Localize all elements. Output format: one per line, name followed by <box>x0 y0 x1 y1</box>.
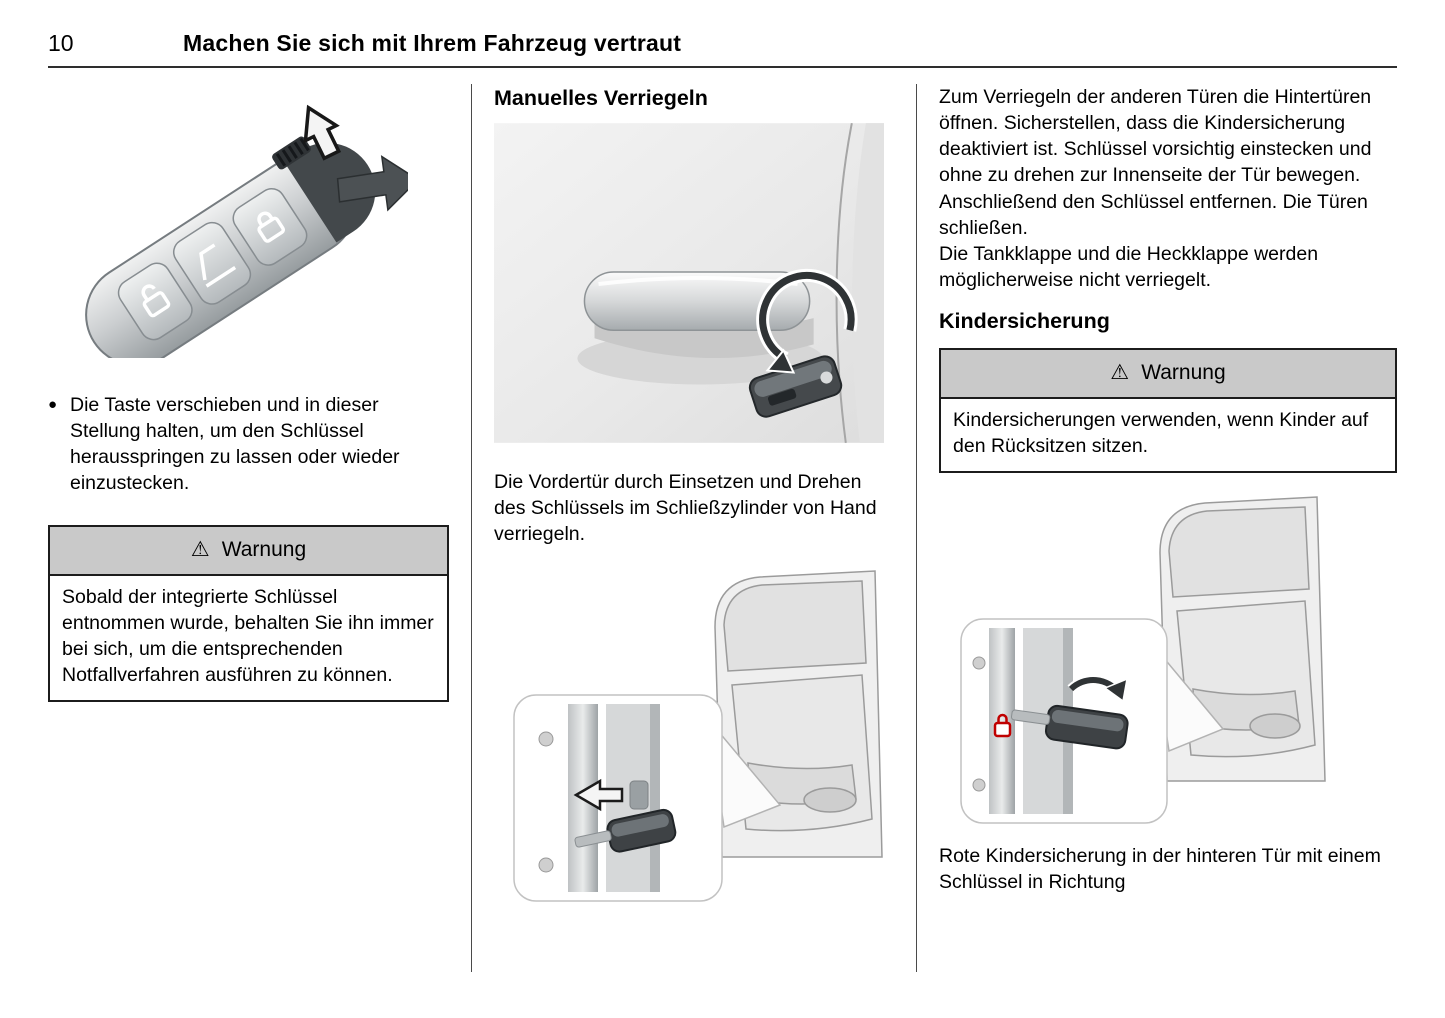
page-title: Machen Sie sich mit Ihrem Fahrzeug vertraut <box>183 30 682 56</box>
warning-header <box>941 350 1395 399</box>
front-door-edge-illustration <box>510 567 888 905</box>
warning-box-integrated-key <box>48 525 449 703</box>
page-number: 10 <box>48 30 74 56</box>
warning-body: Sobald der integrierte Schlüssel entnommen wurde, behalten Sie ihn immer bei sich, um die entsprechenden Notfallverfahren ausführen zu können. <box>62 585 434 686</box>
key-fob-graphic <box>56 98 408 358</box>
key-fob-illustration <box>56 98 408 358</box>
paragraph: Zum Verriegeln der anderen Türen die Hintertüren öffnen. Sicherstellen, dass die Kindersicherung deaktiviert ist. Schlüssel vorsichtig einstecken und ohne zu drehen zur Innenseite der Tür bewegen. <box>939 86 1372 187</box>
page-header <box>48 30 1397 57</box>
child-lock-illustration <box>959 489 1331 827</box>
warning-icon: ⚠ <box>190 537 210 561</box>
child-lock-caption: Rote Kindersicherung in der hinteren Tür mit einem Schlüssel in Richtung <box>939 845 1381 894</box>
door-handle-graphic <box>494 123 884 443</box>
content-columns <box>48 84 1397 972</box>
bullet-text: Die Taste verschieben und in dieser Stellung halten, um den Schlüssel herausspringen zu lassen oder wieder einzustecken. <box>70 394 400 495</box>
section-heading-kindersicherung: Kindersicherung <box>939 309 1110 333</box>
warning-title: Warnung <box>221 537 307 561</box>
header-divider <box>48 66 1397 68</box>
door-handle-lock-illustration <box>494 123 884 443</box>
front-door-edge-graphic <box>510 567 888 905</box>
paragraph: Die Tankklappe und die Heckklappe werden möglicherweise nicht verriegelt. <box>939 242 1319 291</box>
warning-header <box>50 527 447 576</box>
column-left <box>48 84 472 972</box>
column-middle <box>472 84 917 972</box>
bullet-item <box>48 392 449 497</box>
warning-body: Kindersicherungen verwenden, wenn Kinder auf den Rücksitzen sitzen. <box>953 408 1369 458</box>
child-lock-graphic <box>959 489 1331 827</box>
warning-icon: ⚠ <box>1110 360 1130 384</box>
warning-box-child-lock <box>939 348 1397 473</box>
manual-lock-instruction: Die Vordertür durch Einsetzen und Drehen des Schlüssels im Schließzylinder von Hand verriegeln. <box>494 470 877 546</box>
warning-title: Warnung <box>1141 360 1226 384</box>
section-heading-manuelles-verriegeln: Manuelles Verriegeln <box>494 86 708 110</box>
column-right <box>917 84 1397 972</box>
paragraph: Anschließend den Schlüssel entfernen. Die Türen schließen. <box>939 190 1368 239</box>
rear-door-lock-paragraphs <box>939 84 1397 293</box>
bullet-marker: ● <box>48 396 58 413</box>
